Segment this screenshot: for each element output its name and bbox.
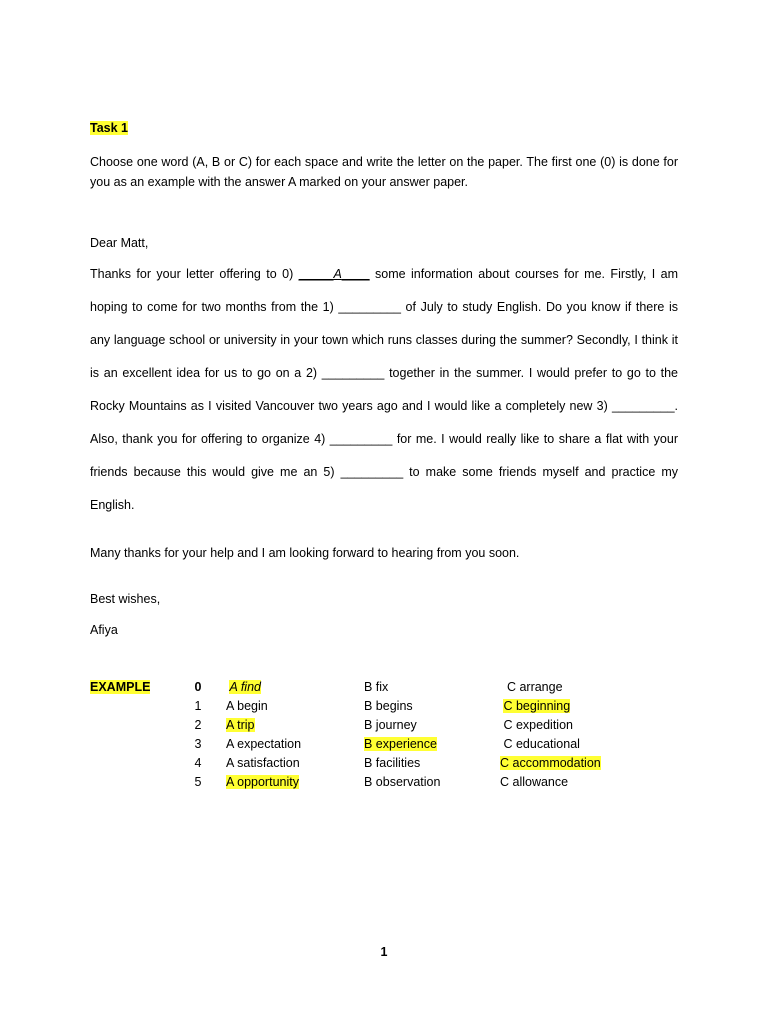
option-c: C arrange <box>506 680 563 694</box>
option-b: B facilities <box>364 756 421 770</box>
example-blank-suffix: ____ <box>341 267 370 281</box>
option-b: B begins <box>364 699 413 713</box>
option-c-cell <box>500 736 680 755</box>
option-a: A opportunity <box>226 775 299 789</box>
letter-body <box>90 258 678 522</box>
option-a: A expectation <box>226 737 302 751</box>
option-c: C educational <box>503 737 580 751</box>
option-a: A trip <box>226 718 255 732</box>
options-row-2 <box>90 717 680 736</box>
option-b: B observation <box>364 775 441 789</box>
option-a: A find <box>229 680 261 694</box>
option-c: C expedition <box>503 718 573 732</box>
task-instructions: Choose one word (A, B or C) for each space and write the letter on the paper. The first one (0) is done for you as an example with the answer A marked on your answer paper. <box>90 155 678 189</box>
option-c: C allowance <box>500 775 569 789</box>
option-number: 0 <box>194 680 202 694</box>
example-label: EXAMPLE <box>90 680 151 694</box>
letter-signoff: Best wishes, <box>90 592 161 606</box>
letter-closing: Many thanks for your help and I am looking forward to hearing from you soon. <box>90 546 520 560</box>
option-number: 3 <box>194 737 202 751</box>
options-row-3 <box>90 736 680 755</box>
option-b: B experience <box>364 737 437 751</box>
option-a-cell <box>226 679 364 698</box>
option-c-cell <box>500 717 680 736</box>
letter-signature: Afiya <box>90 623 118 637</box>
example-blank-answer: A <box>333 267 342 281</box>
options-row-4 <box>90 755 680 774</box>
option-b: B journey <box>364 718 417 732</box>
page-number: 1 <box>380 945 388 959</box>
options-table <box>90 679 680 793</box>
letter-body-part2: some information about courses for me. Firstly, I am hoping to come for two months from the 1) _________ of July to study English. Do you know if there is any language school or university in your town which runs classes during the summer? Secondly, I think it is an excellent idea for us to go on a 2) _________ together in the summer. I would prefer to go to the Rocky Mountains as I visited Vancouver two years ago and I would like a completely new 3) _________. Also, thank you for offering to organize 4) _________ for me. I would really like to share a flat with your friends because this would give me an 5) _________ to make some friends myself and practice my English. <box>90 267 678 512</box>
letter-greeting: Dear Matt, <box>90 236 149 250</box>
options-row-0 <box>90 679 680 698</box>
option-c: C beginning <box>503 699 571 713</box>
option-c: C accommodation <box>500 756 601 770</box>
task-title <box>90 120 128 136</box>
option-b-cell <box>364 736 500 755</box>
letter-body-part1: Thanks for your letter offering to 0) <box>90 267 299 281</box>
task-title-text: Task 1 <box>90 121 128 135</box>
option-a: A begin <box>226 699 268 713</box>
option-number: 2 <box>194 718 202 732</box>
options-row-1 <box>90 698 680 717</box>
option-b: B fix <box>364 680 389 694</box>
example-label-cell <box>90 679 170 698</box>
option-number: 4 <box>194 756 202 770</box>
option-a: A satisfaction <box>226 756 300 770</box>
example-blank <box>299 267 370 281</box>
option-c-cell <box>500 698 680 717</box>
option-a-cell <box>226 717 364 736</box>
options-row-5 <box>90 774 680 793</box>
option-c-cell <box>500 679 680 698</box>
option-a-cell <box>226 774 364 793</box>
option-c-cell <box>500 755 680 774</box>
option-number: 5 <box>194 775 202 789</box>
option-number: 1 <box>194 699 202 713</box>
example-blank-prefix: _____ <box>298 267 334 281</box>
